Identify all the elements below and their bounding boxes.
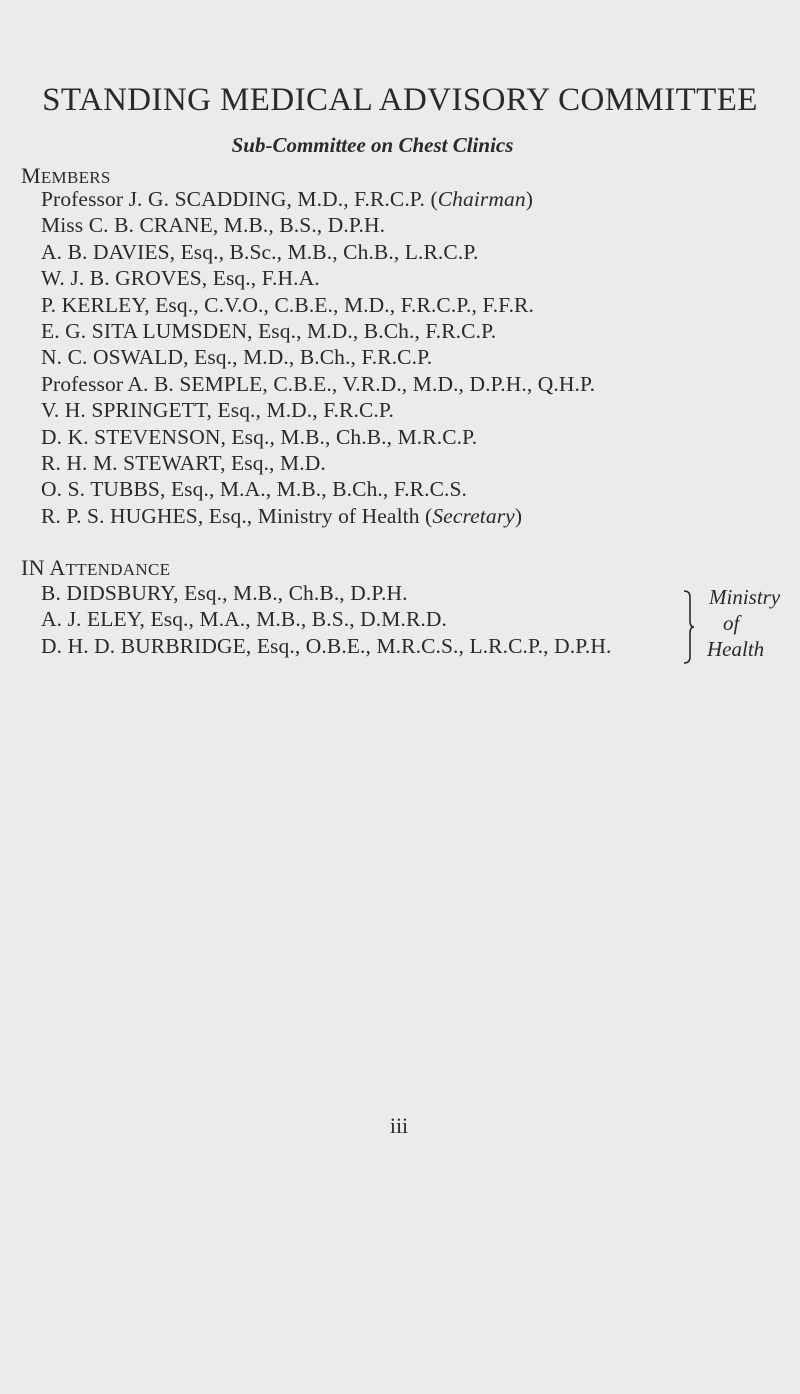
member-entry (41, 371, 595, 397)
attendee-entry (41, 633, 611, 659)
attendee-name: B. DIDSBURY, Esq., M.B., Ch.B., D.P.H. (41, 581, 408, 605)
member-name: Miss C. B. CRANE, M.B., B.S., D.P.H. (41, 213, 386, 238)
ministry-line-3: Health (707, 637, 765, 661)
member-name: D. K. STEVENSON, Esq., M.B., Ch.B., M.R.C.P. (41, 424, 478, 449)
member-name: O. S. TUBBS, Esq., M.A., M.B., B.Ch., F.R.C.S. (41, 477, 468, 502)
attendee-name: D. H. D. BURBRIDGE, Esq., O.B.E., M.R.C.S., L.R.C.P., D.P.H. (41, 633, 612, 658)
member-entry (41, 476, 595, 502)
member-entry (41, 424, 595, 450)
page-number (0, 1113, 800, 1139)
member-name: A. B. DAVIES, Esq., B.Sc., M.B., Ch.B., L.R.C.P. (41, 239, 479, 264)
attendance-heading-initial: IN A (21, 555, 66, 580)
member-name: R. P. S. HUGHES, Esq., Ministry of Health (41, 503, 420, 528)
member-entry: R. P. S. HUGHES, Esq., Ministry of Health (Secretary) (41, 503, 523, 528)
member-entry (41, 344, 595, 370)
member-name: E. G. SITA LUMSDEN, Esq., M.D., B.Ch., F.R.C.P. (41, 319, 497, 344)
attendee-entry (41, 580, 611, 606)
member-role: Secretary (432, 503, 515, 528)
right-brace-icon (683, 589, 695, 665)
member-name: P. KERLEY, Esq., C.V.O., C.B.E., M.D., F.R.C.P., F.F.R. (41, 292, 534, 317)
page-title: STANDING MEDICAL ADVISORY COMMITTEE (42, 82, 758, 118)
page-number-text: iii (389, 1113, 409, 1138)
member-name: N. C. OSWALD, Esq., M.D., B.Ch., F.R.C.P. (41, 345, 433, 370)
ministry-affiliation (683, 585, 793, 665)
members-list (41, 186, 595, 529)
member-name: W. J. B. GROVES, Esq., F.H.A. (41, 266, 320, 291)
member-name: Professor A. B. SEMPLE, C.B.E., V.R.D., M.D., D.P.H., Q.H.P. (41, 371, 596, 396)
attendee-entry (41, 606, 611, 632)
members-heading-initial: M (21, 163, 41, 188)
attendance-heading (21, 555, 170, 581)
member-name: V. H. SPRINGETT, Esq., M.D., F.R.C.P. (41, 398, 395, 423)
attendance-heading-rest: TTENDANCE (65, 560, 171, 579)
member-role: Chairman (437, 187, 526, 211)
member-entry: Professor J. G. SCADDING, M.D., F.R.C.P. (Chairman) (41, 187, 533, 211)
ministry-line-1: Ministry (709, 585, 781, 609)
attendee-name: A. J. ELEY, Esq., M.A., M.B., B.S., D.M.R.D. (41, 607, 447, 632)
attendance-list (41, 580, 611, 659)
ministry-line-2: of (723, 611, 740, 635)
member-name: R. H. M. STEWART, Esq., M.D. (41, 451, 326, 476)
member-entry (41, 397, 595, 423)
member-entry (41, 212, 595, 238)
member-name: Professor J. G. SCADDING, M.D., F.R.C.P. (41, 187, 425, 211)
page-subtitle: Sub-Committee on Chest Clinics (231, 133, 514, 157)
member-entry (41, 265, 595, 291)
member-entry (41, 450, 595, 476)
member-entry (41, 239, 595, 265)
member-entry (41, 292, 595, 318)
members-heading-rest: EMBERS (40, 168, 111, 187)
member-entry (41, 318, 595, 344)
